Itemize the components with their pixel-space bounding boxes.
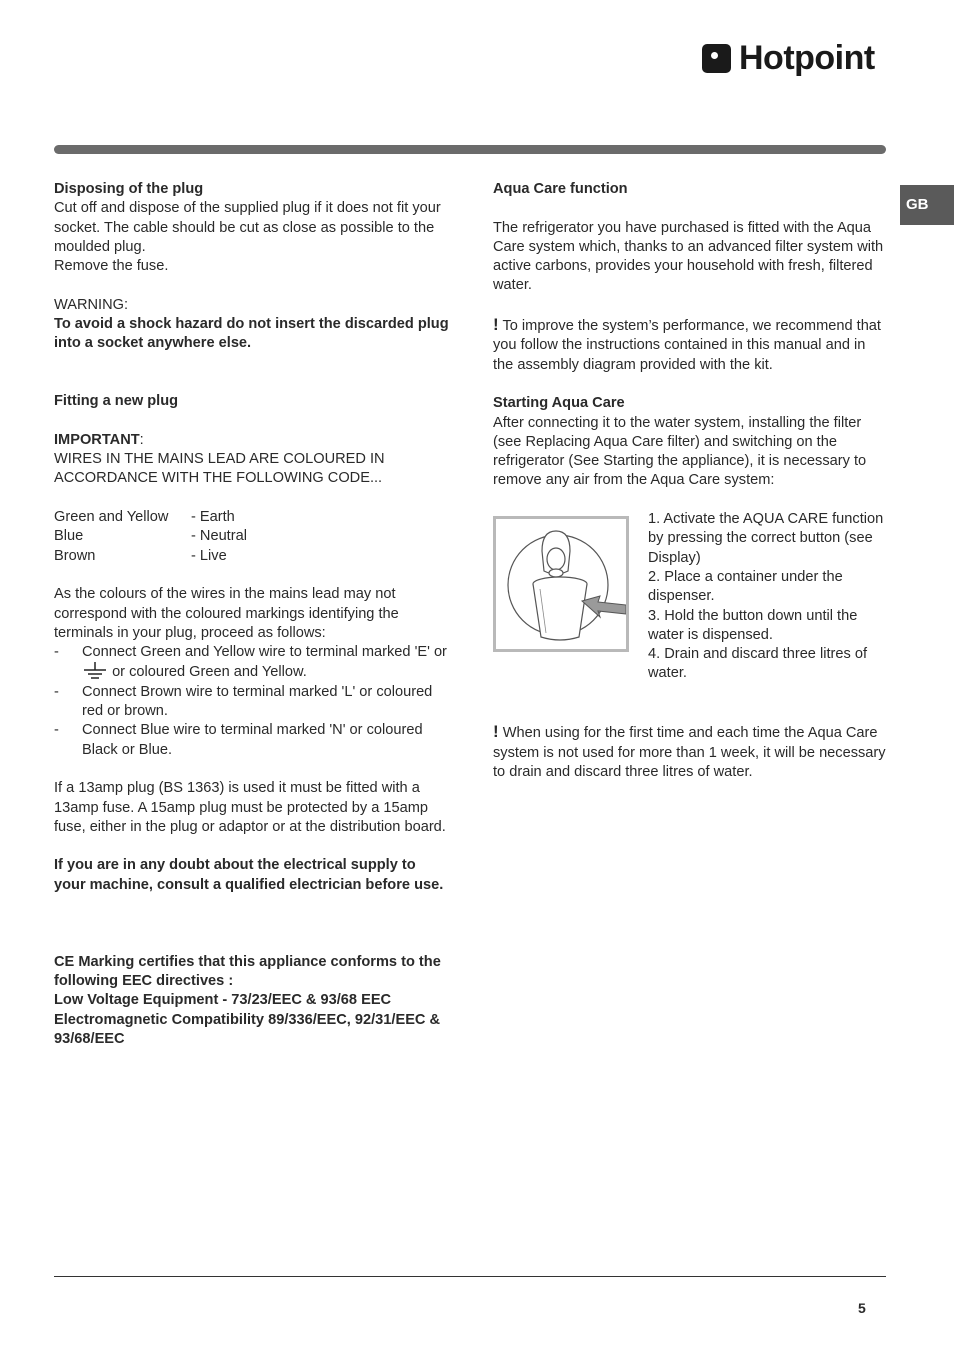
disposing-heading: Disposing of the plug — [54, 181, 204, 197]
aqua-intro: The refrigerator you have purchased is fitted with the Aqua Care system which, thanks to an advanced filter system with active carbons, provides your household with fresh, filtered water. — [493, 219, 884, 294]
improve-note — [493, 315, 888, 375]
brand-name: Hotpoint — [739, 39, 875, 77]
right-column — [493, 180, 888, 782]
important-line — [54, 431, 449, 450]
first-time-note — [493, 722, 888, 782]
aqua-heading: Aqua Care function — [493, 181, 628, 197]
warning-label: WARNING: — [54, 296, 129, 313]
disposing-text: Cut off and dispose of the supplied plug if it does not fit your socket. The cable should be cut as close as possible to the moulded plug. — [54, 200, 441, 255]
important-label: IMPORTANT — [54, 431, 140, 448]
colour-name: Green and Yellow — [54, 509, 169, 526]
colour-code-table — [54, 508, 449, 566]
left-column — [54, 180, 449, 1049]
list-item: - Connect Brown wire to terminal marked 'L' or coloured red or brown. — [54, 683, 449, 722]
colour-meaning: - Neutral — [191, 528, 247, 545]
page-number: 5 — [858, 1300, 866, 1316]
low-voltage-text: Low Voltage Equipment - 73/23/EEC & 93/68 EEC — [54, 992, 392, 1009]
important-colon: : — [139, 431, 144, 448]
starting-text: After connecting it to the water system, installing the filter (see Replacing Aqua Care filter) and switching on the refrigerator (See Starting the appliance), it is necessary to remove any air from the Aqua Care system: — [493, 414, 867, 489]
exclamation-icon: ! — [493, 315, 499, 335]
colour-name: Blue — [54, 528, 84, 545]
language-tab-gb: GB — [900, 185, 954, 225]
earth-symbol-icon — [82, 662, 108, 681]
doubt-text: If you are in any doubt about the electrical supply to your machine, consult a qualified electrician before use. — [54, 857, 444, 893]
list-item: 2. Place a container under the dispenser. — [648, 568, 843, 605]
remove-fuse-text: Remove the fuse. — [54, 258, 169, 275]
first-time-text: When using for the first time and each time the Aqua Care system is not used for more than 1 week, it will be necessary to drain and discard three litres of water. — [493, 725, 886, 780]
list-item: 3. Hold the button down until the water is dispensed. — [648, 607, 858, 643]
warning-text: To avoid a shock hazard do not insert the discarded plug into a socket anywhere else. — [54, 316, 449, 352]
list-item: 4. Drain and discard three litres of water. — [648, 646, 868, 682]
improve-text: To improve the system’s performance, we recommend that you follow the instructions contained in this manual and in the assembly diagram provided with the kit. — [493, 318, 881, 373]
starting-heading: Starting Aqua Care — [493, 395, 625, 412]
colours-note: As the colours of the wires in the mains lead may not correspond with the coloured markings identifying the terminals in your plug, proceed as follows: — [54, 586, 399, 641]
header-rule — [54, 145, 886, 154]
list-item — [54, 643, 449, 683]
aqua-steps-list — [648, 510, 888, 684]
list-item: 1. Activate the AQUA CARE function by pressing the correct button (see Display) — [648, 511, 884, 566]
wires-text: WIRES IN THE MAINS LEAD ARE COLOURED IN ACCORDANCE WITH THE FOLLOWING CODE... — [54, 451, 385, 487]
colour-meaning: - Live — [191, 547, 227, 564]
emc-text: Electromagnetic Compatibility 89/336/EEC, 92/31/EEC & 93/68/EEC — [54, 1011, 441, 1048]
fitting-heading: Fitting a new plug — [54, 393, 179, 410]
step-green-text: Connect Green and Yellow wire to terminal marked 'E' or — [82, 644, 447, 661]
exclamation-icon: ! — [493, 722, 499, 742]
brand-logo — [702, 38, 875, 78]
colour-meaning: - Earth — [191, 509, 235, 526]
aqua-steps-block — [493, 510, 888, 684]
fuse-text: If a 13amp plug (BS 1363) is used it must be fitted with a 13amp fuse. A 15amp plug must be protected by a 15amp fuse, either in the plug or adaptor or at the distribution board. — [54, 780, 446, 835]
step-green-text-cont: or coloured Green and Yellow. — [112, 664, 307, 681]
colour-name: Brown — [54, 547, 96, 564]
ce-text: CE Marking certifies that this appliance conforms to the following EEC directives : — [54, 953, 441, 990]
dispenser-illustration — [493, 516, 629, 652]
footer-rule — [54, 1276, 886, 1277]
brand-mark-icon — [702, 44, 731, 73]
list-item: - Connect Blue wire to terminal marked 'N' or coloured Black or Blue. — [54, 721, 449, 760]
dispenser-icon — [496, 519, 626, 649]
